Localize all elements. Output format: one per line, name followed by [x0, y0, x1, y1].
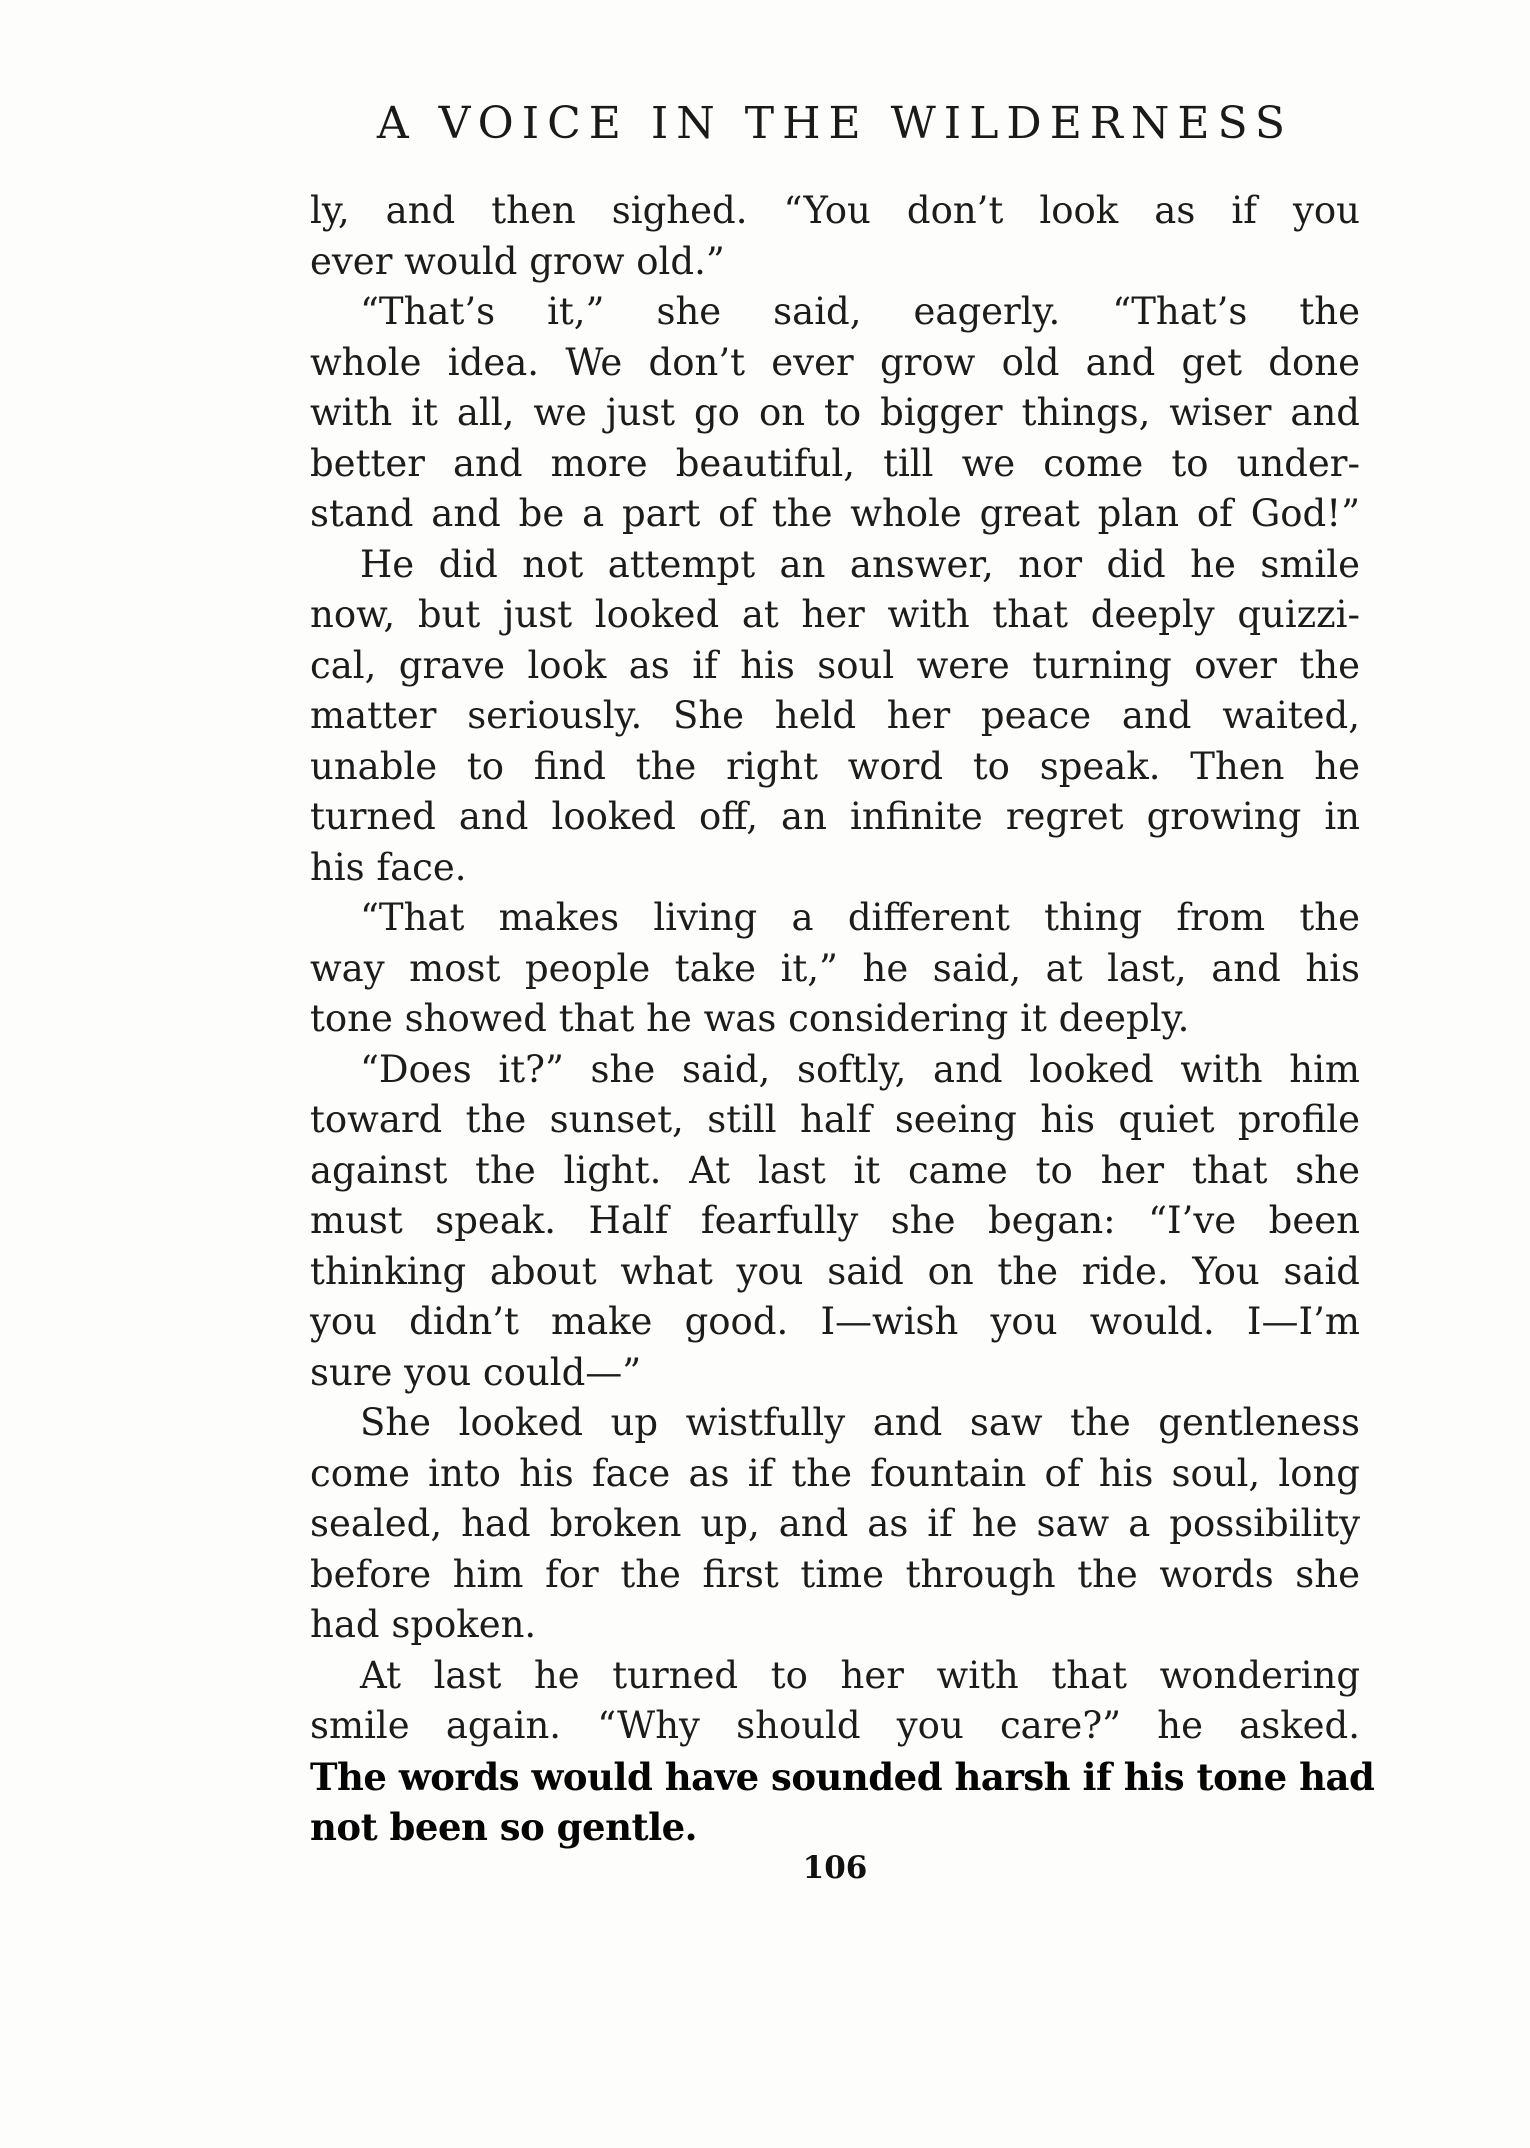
text-line: turned and looked off, an infinite regret growing in — [310, 795, 1360, 838]
text-line: smile again. “Why should you care?” he asked. — [310, 1704, 1360, 1747]
text-line: tone showed that he was considering it deeply. — [310, 997, 1190, 1040]
text-line: ever would grow old.” — [310, 239, 725, 283]
text-line: now, but just looked at her with that deeply quizzi- — [310, 593, 1360, 636]
text-line: She looked up wistfully and saw the gentleness — [360, 1401, 1360, 1444]
text-line: had spoken. — [310, 1603, 537, 1646]
text-line: matter seriously. She held her peace and waited, — [310, 694, 1360, 737]
body-text — [310, 186, 1375, 1853]
text-line: way most people take it,” he said, at last, and his — [310, 946, 1360, 990]
text-line: come into his face as if the fountain of his soul, long — [310, 1451, 1360, 1495]
text-line: sure you could—” — [310, 1350, 642, 1394]
text-line: ly, and then sighed. “You don’t look as if you — [310, 189, 1360, 232]
text-line: “Does it?” she said, softly, and looked with him — [360, 1047, 1360, 1091]
text-line: toward the sunset, still half seeing his quiet profile — [310, 1098, 1360, 1141]
text-line: At last he turned to her with that wondering — [360, 1653, 1360, 1697]
text-line: thinking about what you said on the ride. You said — [310, 1249, 1360, 1293]
text-line: his face. — [310, 845, 467, 889]
text-line: The words would have sounded harsh if his tone had — [310, 1754, 1375, 1799]
text-line: before him for the first time through the words she — [310, 1552, 1360, 1596]
text-line: whole idea. We don’t ever grow old and get done — [310, 340, 1360, 384]
running-head: A VOICE IN THE WILDERNESS — [376, 98, 1294, 149]
text-line: “That’s it,” she said, eagerly. “That’s the — [360, 290, 1360, 333]
text-line: stand and be a part of the whole great plan of God!” — [310, 492, 1360, 535]
text-line: with it all, we just go on to bigger things, wiser and — [310, 391, 1360, 434]
page-number: 106 — [802, 1850, 868, 1886]
text-line: sealed, had broken up, and as if he saw a possibility — [310, 1502, 1360, 1545]
text-line: He did not attempt an answer, nor did he smile — [360, 542, 1360, 586]
text-line: cal, grave look as if his soul were turning over the — [310, 643, 1360, 687]
text-line: against the light. At last it came to her that she — [310, 1148, 1360, 1192]
text-line: unable to find the right word to speak. Then he — [310, 744, 1360, 788]
text-line: must speak. Half fearfully she began: “I’ve been — [310, 1199, 1360, 1242]
text-line: not been so gentle. — [310, 1805, 698, 1849]
text-line: you didn’t make good. I—wish you would. I—I’m — [310, 1300, 1360, 1343]
text-line: better and more beautiful, till we come to under- — [310, 441, 1360, 485]
text-line: “That makes living a different thing from the — [360, 896, 1360, 939]
